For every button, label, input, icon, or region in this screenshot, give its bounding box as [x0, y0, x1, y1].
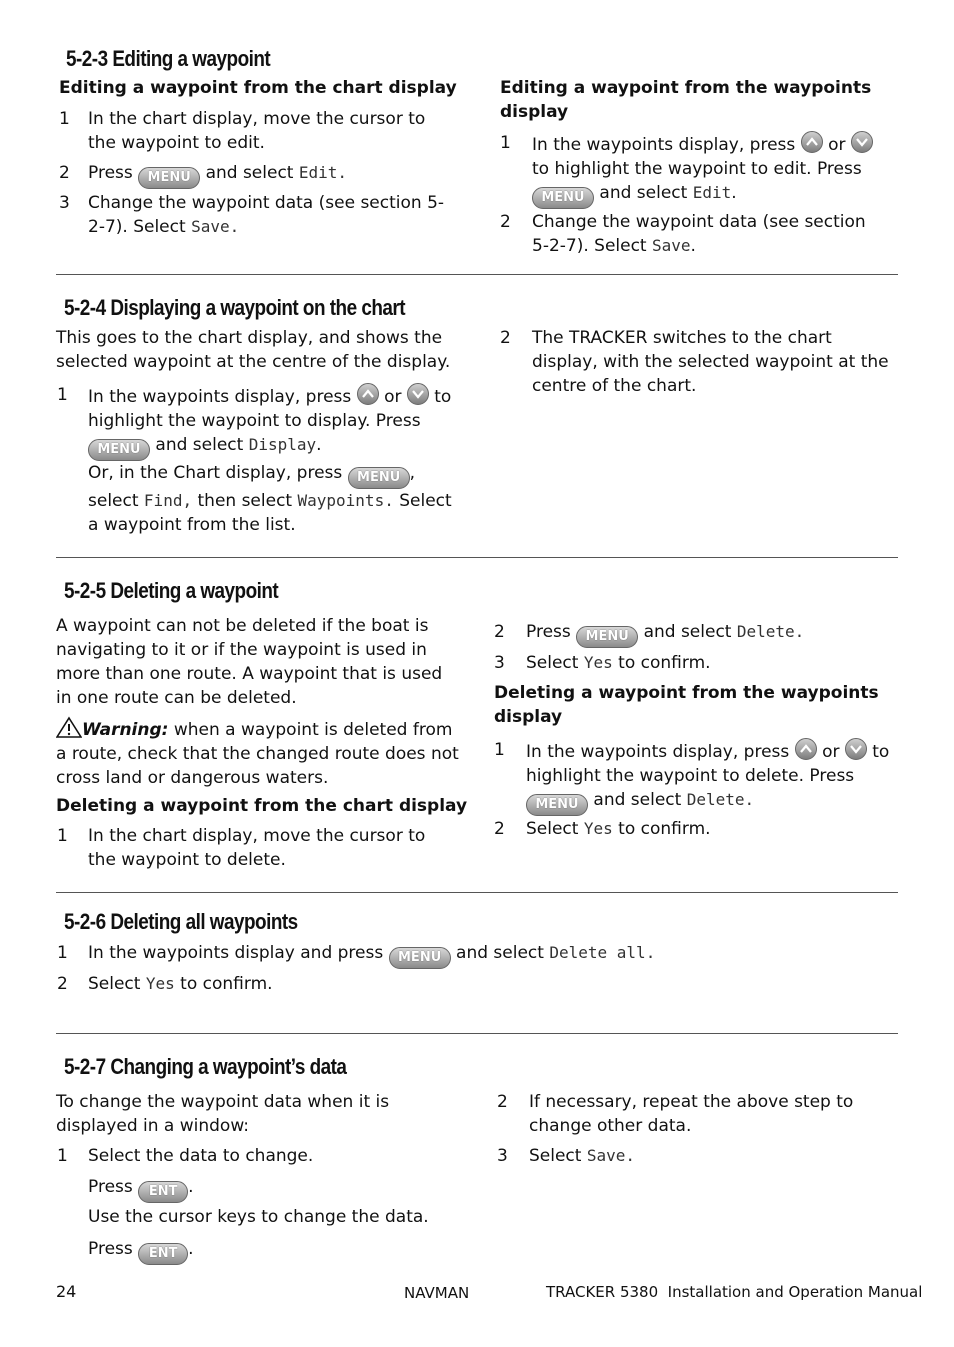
step-number: 2	[500, 212, 511, 232]
section-title-5-2-6: 5-2-6 Deleting all waypoints	[64, 909, 298, 934]
footer-brand: NAVMAN	[404, 1284, 470, 1302]
subheading-delete-from-chart: Deleting a waypoint from the chart display	[56, 796, 468, 816]
step-text: Select Save.	[529, 1146, 636, 1166]
section-title-5-2-3: 5-2-3 Editing a waypoint	[66, 46, 271, 71]
section-divider	[56, 892, 898, 893]
footer-manual-title: TRACKER 5380 Installation and Operation Manual	[546, 1283, 923, 1301]
step-text: Change the waypoint data (see section 5-2-7). Select Save.	[88, 193, 445, 237]
step-text: If necessary, repeat the above step to change other data.	[529, 1092, 854, 1136]
up-arrow-key-icon	[357, 383, 379, 405]
section-title-5-2-7: 5-2-7 Changing a waypoint’s data	[64, 1054, 347, 1079]
step-number: 2	[497, 1092, 508, 1112]
menu-key-icon: MENU	[576, 626, 638, 648]
subheading-edit-from-waypoints: Editing a waypoint from the waypoints display	[500, 78, 872, 122]
step-number: 2	[59, 163, 70, 183]
press-ent-line: Press ENT .	[88, 1237, 194, 1265]
step-number: 1	[59, 109, 70, 129]
step-text: In the waypoints display and press MENU and select Delete all.	[88, 941, 848, 969]
subheading-edit-from-chart: Editing a waypoint from the chart display	[59, 78, 457, 98]
menu-key-icon: MENU	[526, 794, 588, 816]
warning-triangle-icon	[56, 716, 82, 738]
step-text: Press MENU and select Delete.	[526, 620, 906, 648]
intro-text: To change the waypoint data when it is displayed in a window:	[56, 1092, 390, 1136]
section-divider	[56, 274, 898, 275]
step-number: 1	[57, 826, 68, 846]
subheading-delete-from-waypoints: Deleting a waypoint from the waypoints display	[494, 683, 879, 727]
step-number: 2	[494, 622, 505, 642]
step-text: Select the data to change.	[88, 1146, 314, 1166]
section-divider	[56, 1033, 898, 1034]
step-number: 1	[57, 1146, 68, 1166]
up-arrow-key-icon	[795, 738, 817, 760]
press-ent-line: Press ENT .	[88, 1175, 194, 1203]
warning-note: Warning: when a waypoint is deleted from a route, check that the changed route does not cross land or dangerous waters.	[56, 716, 461, 790]
ent-key-icon: ENT	[138, 1243, 188, 1265]
step-text: Press MENU and select Edit.	[88, 161, 468, 189]
step-text: Select Yes to confirm.	[526, 653, 711, 673]
down-arrow-key-icon	[407, 383, 429, 405]
step-number: 2	[494, 819, 505, 839]
section-divider	[56, 557, 898, 558]
ent-key-icon: ENT	[138, 1181, 188, 1203]
step-text: Select Yes to confirm.	[526, 819, 711, 839]
down-arrow-key-icon	[851, 131, 873, 153]
step-text: In the waypoints display, press or to highlight the waypoint to display. Press MENU and select Display.	[88, 383, 453, 461]
step-text: In the waypoints display, press or to highlight the waypoint to delete. Press MENU and select Delete.	[526, 738, 891, 816]
step-number: 2	[500, 328, 511, 348]
step-alt-text: Or, in the Chart display, press MENU , select Find, then select Waypoints. Select a waypoint from the list.	[88, 463, 452, 535]
step-number: 3	[494, 653, 505, 673]
step-number: 3	[59, 193, 70, 213]
step-text: In the chart display, move the cursor to the waypoint to delete.	[88, 826, 426, 870]
down-arrow-key-icon	[845, 738, 867, 760]
step-text: In the waypoints display, press or to highlight the waypoint to edit. Press MENU and select Edit.	[532, 131, 892, 209]
intro-text: This goes to the chart display, and shows the selected waypoint at the centre of the display.	[56, 328, 451, 372]
step-number: 1	[494, 740, 505, 760]
step-text: Change the waypoint data (see section 5-2-7). Select Save.	[532, 212, 866, 256]
section-title-5-2-4: 5-2-4 Displaying a waypoint on the chart	[64, 295, 406, 320]
step-number: 1	[57, 385, 68, 405]
step-number: 1	[500, 133, 511, 153]
step-text: Select Yes to confirm.	[88, 974, 273, 994]
step-text: In the chart display, move the cursor to the waypoint to edit.	[88, 109, 426, 153]
cursor-keys-text: Use the cursor keys to change the data.	[88, 1207, 429, 1227]
up-arrow-key-icon	[801, 131, 823, 153]
menu-key-icon: MENU	[389, 947, 451, 969]
section-title-5-2-5: 5-2-5 Deleting a waypoint	[64, 578, 279, 603]
menu-key-icon: MENU	[88, 439, 150, 461]
menu-key-icon: MENU	[348, 467, 410, 489]
menu-key-icon: MENU	[138, 167, 200, 189]
page-number: 24	[56, 1282, 77, 1301]
intro-text: A waypoint can not be deleted if the boat is navigating to it or if the waypoint is used in more than one route. A waypoint that is used in one route can be deleted.	[56, 616, 443, 708]
step-text: The TRACKER switches to the chart display, with the selected waypoint at the centre of the chart.	[532, 328, 889, 396]
step-number: 3	[497, 1146, 508, 1166]
menu-key-icon: MENU	[532, 187, 594, 209]
step-number: 2	[57, 974, 68, 994]
step-number: 1	[57, 943, 68, 963]
